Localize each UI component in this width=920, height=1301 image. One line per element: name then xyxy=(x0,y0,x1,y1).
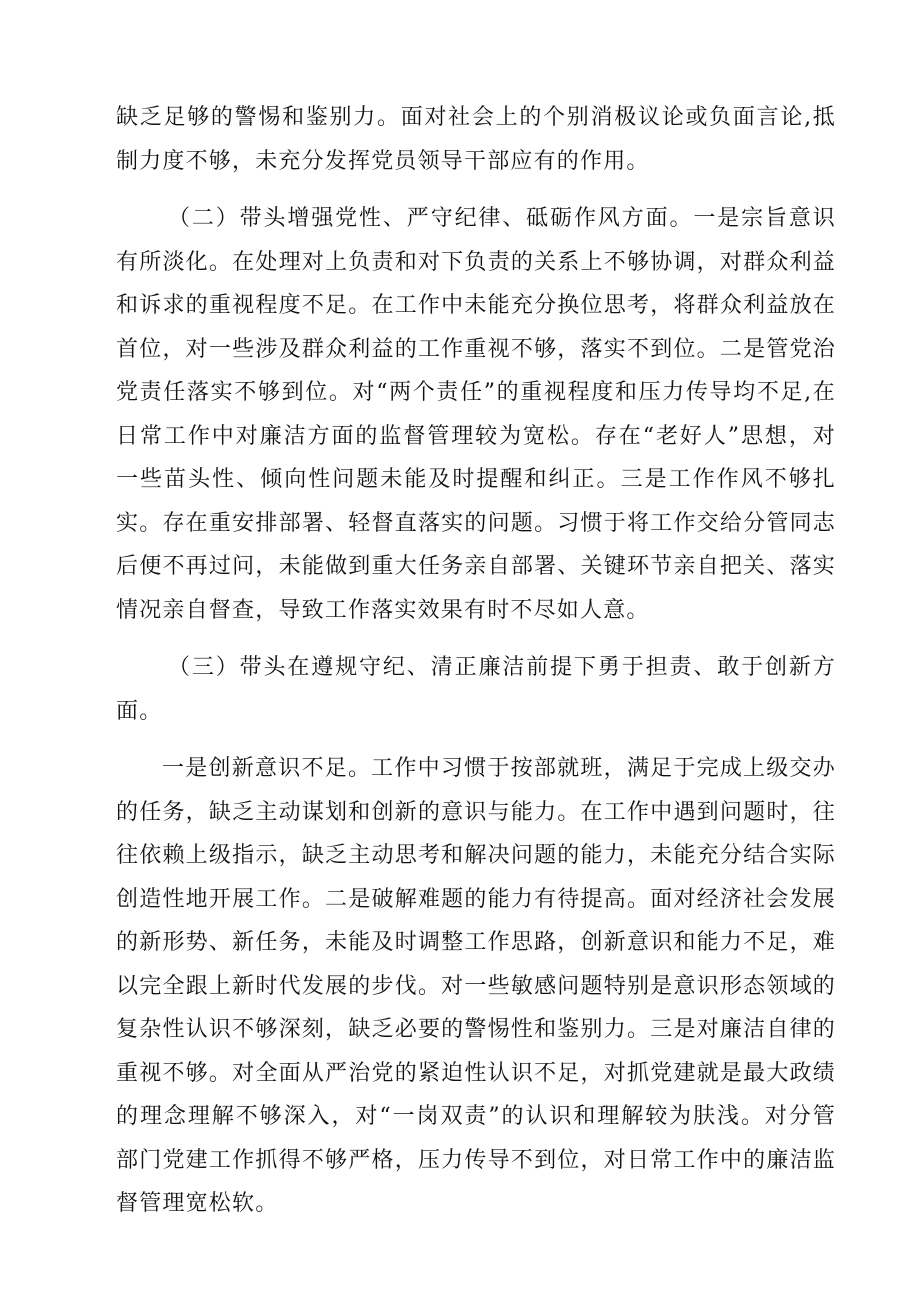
paragraph-continuation: 缺乏足够的警惕和鉴别力。面对社会上的个别消极议论或负面言论,抵制力度不够，未充分发挥党员领导干部应有的作用。 xyxy=(116,105,836,174)
paragraph-section-two: （二）带头增强党性、严守纪律、砥砺作风方面。一是宗旨意识有所淡化。在处理对上负责和对下负责的关系上不够协调，对群众利益和诉求的重视程度不足。在工作中未能充分换位思考，将群众利益放在首位，对一些涉及群众利益的工作重视不够，落实不到位。二是管党治党责任落实不够到位。对“两个责任”的重视程度和压力传导均不足,在日常工作中对廉洁方面的监督管理较为宽松。存在“老好人”思想，对一些苗头性、倾向性问题未能及时提醒和纠正。三是工作作风不够扎实。存在重安排部署、轻督直落实的问题。习惯于将工作交给分管同志后便不再过问，未能做到重大任务亲自部署、关键环节亲自把关、落实情况亲自督查，导致工作落实效果有时不尽如人意。 xyxy=(116,206,836,623)
paragraph-section-three-body: 一是创新意识不足。工作中习惯于按部就班，满足于完成上级交办的任务，缺乏主动谋划和创新的意识与能力。在工作中遇到问题时，往往依赖上级指示，缺乏主动思考和解决问题的能力，未能充分结合实际创造性地开展工作。二是破解难题的能力有待提高。面对经济社会发展的新形势、新任务，未能及时调整工作思路，创新意识和能力不足，难以完全跟上新时代发展的步伐。对一些敏感问题特别是意识形态领域的复杂性认识不够深刻，缺乏必要的警惕性和鉴别力。三是对廉洁自律的重视不够。对全面从严治党的紧迫性认识不足，对抓党建就是最大政绩的理念理解不够深入，对“一岗双责”的认识和理解较为肤浅。对分管部门党建工作抓得不够严格，压力传导不到位，对日常工作中的廉洁监督管理宽松软。 xyxy=(116,756,836,1216)
document-body xyxy=(116,96,836,1226)
paragraph-section-three-heading: （三）带头在遵规守纪、清正廉洁前提下勇于担责、敢于创新方面。 xyxy=(116,655,836,724)
